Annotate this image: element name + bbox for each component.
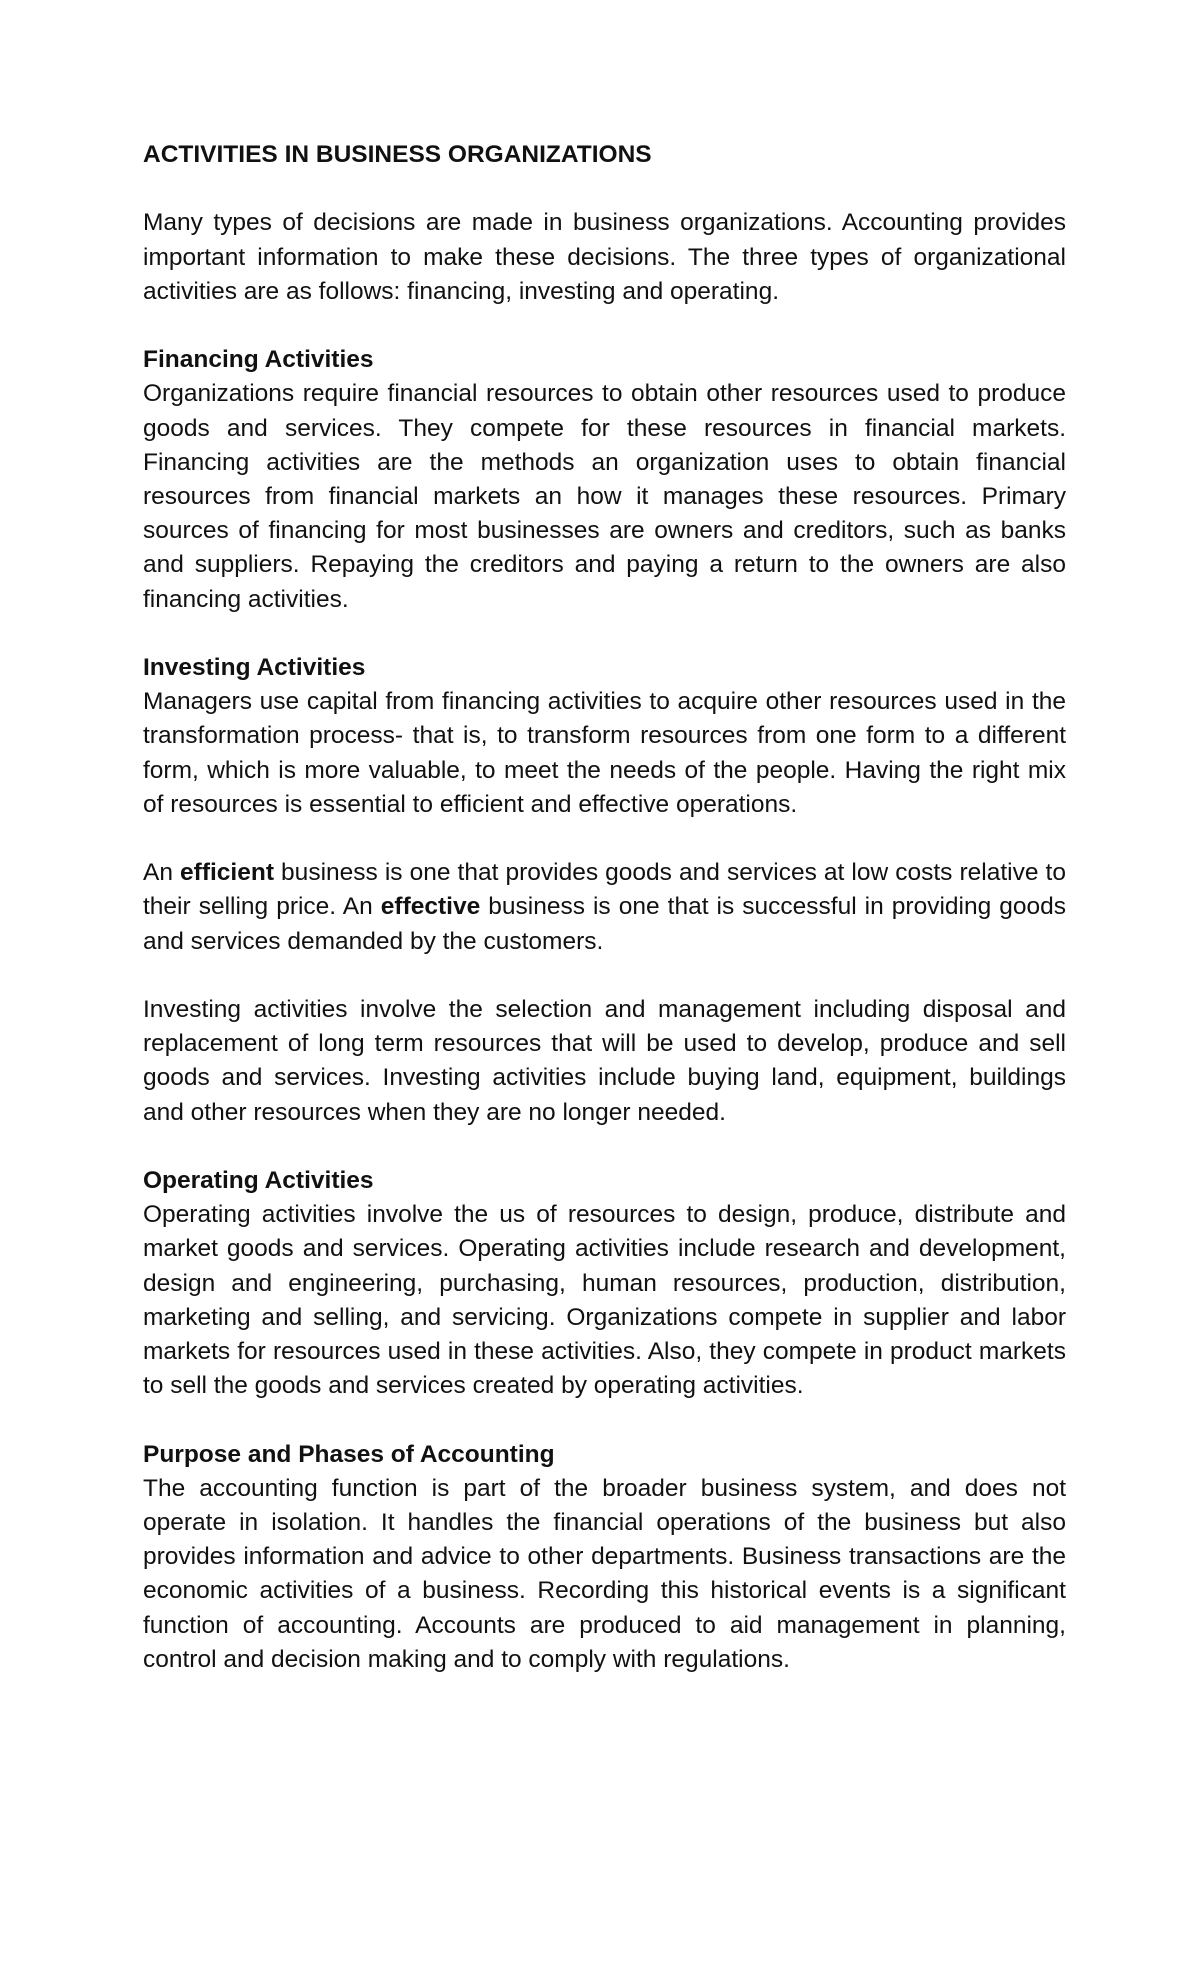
effective-term: effective <box>380 893 481 921</box>
document-page <box>143 138 1066 1711</box>
financing-heading: Financing Activities <box>143 346 374 374</box>
document-title: ACTIVITIES IN BUSINESS ORGANIZATIONS <box>143 141 652 168</box>
efficient-text-1: An <box>143 859 181 887</box>
investing-heading: Investing Activities <box>143 654 366 681</box>
efficient-effective-paragraph <box>143 856 1066 959</box>
intro-paragraph: Many types of decisions are made in business organizations. Accounting provides important information to make these decisions. The three types of organizational activities are as follows: financing, investing and operating. <box>143 209 1066 305</box>
efficient-term: efficient <box>180 859 274 887</box>
purpose-heading: Purpose and Phases of Accounting <box>143 1440 555 1468</box>
efficient-text-2: business is one that provides goods and services at low costs relative to their selling price. An <box>143 859 1066 921</box>
investing-paragraph: Managers use capital from financing activities to acquire other resources used in the transformation process- that is, to transform resources from one form to a different form, which is more valuable, to meet the needs of the people. Having the right mix of resources is essential to efficient and effective operations. <box>143 688 1066 818</box>
operating-heading: Operating Activities <box>143 1167 374 1194</box>
efficient-text-3: business is one that is successful in providing goods and services demanded by the customers. <box>143 893 1066 955</box>
investing-paragraph-2: Investing activities involve the selection and management including disposal and replacement of long term resources that will be used to develop, produce and sell goods and services. Investing activities include buying land, equipment, buildings and other resources when they are no longer needed. <box>143 996 1066 1126</box>
purpose-paragraph: The accounting function is part of the broader business system, and does not operate in isolation. It handles the financial operations of the business but also provides information and advice to other departments. Business transactions are the economic activities of a business. Recording this historical events is a significant function of accounting. Accounts are produced to aid management in planning, control and decision making and to comply with regulations. <box>143 1474 1066 1673</box>
operating-paragraph: Operating activities involve the us of resources to design, produce, distribute and market goods and services. Operating activities include research and development, design and engineering, purchasing, human resources, production, distribution, marketing and selling, and servicing. Organizations compete in supplier and labor markets for resources used in these activities. Also, they compete in product markets to sell the goods and services created by operating activities. <box>143 1201 1066 1400</box>
financing-paragraph: Organizations require financial resources to obtain other resources used to produce goods and services. They compete for these resources in financial markets. Financing activities are the methods an organization uses to obtain financial resources from financial markets an how it manages these resources. Primary sources of financing for most businesses are owners and creditors, such as banks and suppliers. Repaying the creditors and paying a return to the owners are also financing activities. <box>143 380 1066 613</box>
